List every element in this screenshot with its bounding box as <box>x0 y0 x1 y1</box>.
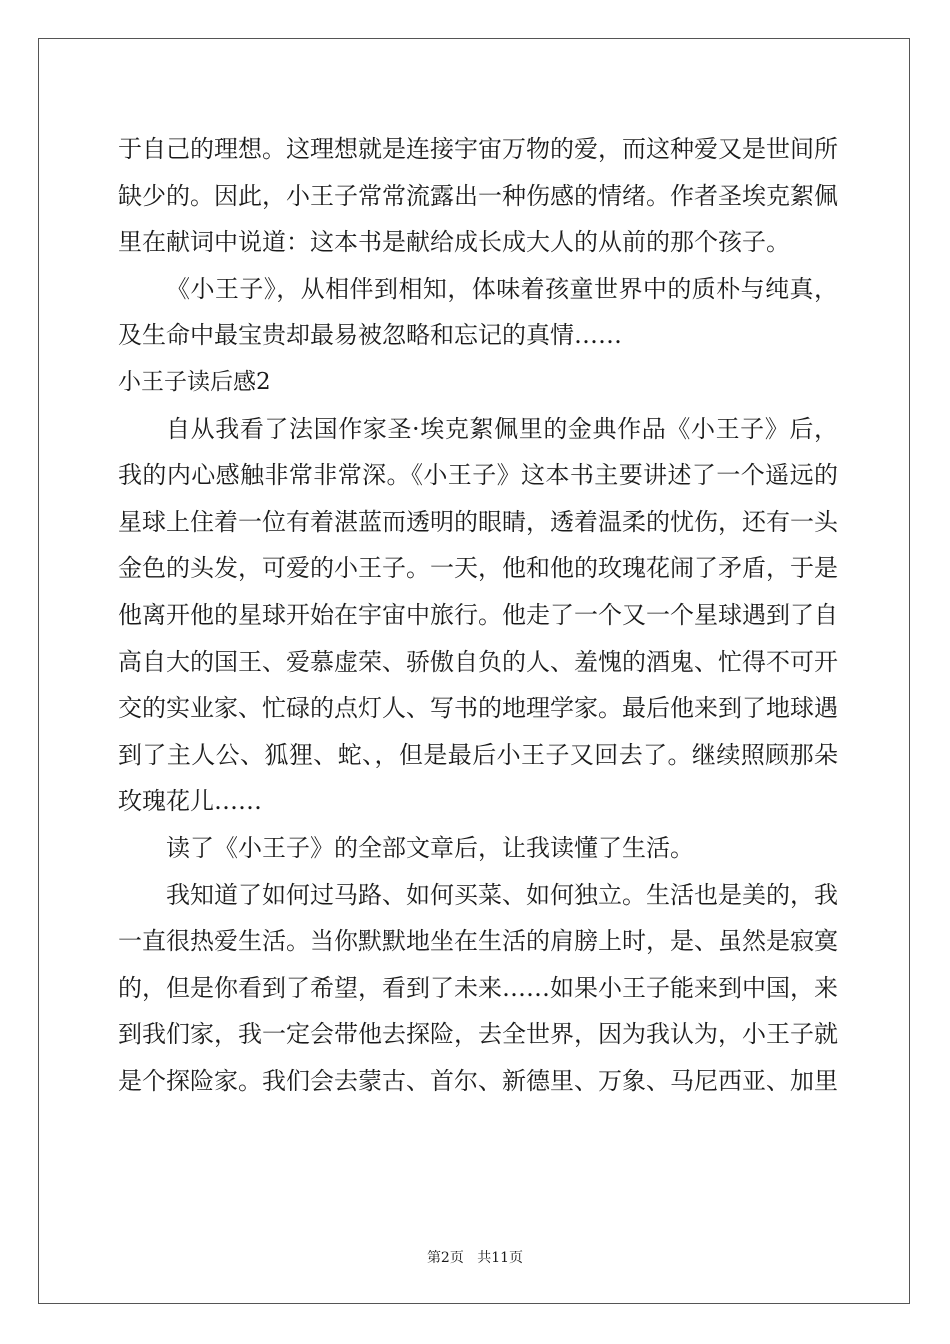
text-line: 金色的头发，可爱的小王子。一天，他和他的玫瑰花闹了矛盾，于是 <box>118 554 838 583</box>
text-line: 里在献词中说道：这本书是献给成长成大人的从前的那个孩子。 <box>118 228 790 257</box>
page-footer <box>0 1247 950 1267</box>
page-number: 第2页 <box>426 1250 464 1266</box>
text-line: 的，但是你看到了希望，看到了未来……如果小王子能来到中国，来 <box>118 973 838 1002</box>
text-line: 我的内心感触非常非常深。《小王子》这本书主要讲述了一个遥远的 <box>118 461 838 490</box>
page-total: 共11页 <box>477 1250 524 1266</box>
text-line: 《小王子》，从相伴到相知，体味着孩童世界中的质朴与纯真， <box>166 274 838 303</box>
section-heading: 小王子读后感2 <box>118 368 271 395</box>
text-line: 于自己的理想。这理想就是连接宇宙万物的爱，而这种爱又是世间所 <box>118 135 838 163</box>
document-body <box>118 126 838 1104</box>
text-line: 及生命中最宝贵却最易被忽略和忘记的真情…… <box>118 321 622 350</box>
text-line: 一直很热爱生活。当你默默地坐在生活的肩膀上时，是、虽然是寂寞 <box>118 927 838 956</box>
text-line: 我知道了如何过马路、如何买菜、如何独立。生活也是美的，我 <box>166 880 838 909</box>
text-line: 到了主人公、狐狸、蛇、，但是最后小王子又回去了。继续照顾那朵 <box>118 740 838 769</box>
text-line: 是个探险家。我们会去蒙古、首尔、新德里、万象、马尼西亚、加里 <box>118 1066 838 1095</box>
text-line: 交的实业家、忙碌的点灯人、写书的地理学家。最后他来到了地球遇 <box>118 694 838 723</box>
text-line: 读了《小王子》的全部文章后，让我读懂了生活。 <box>166 833 694 862</box>
text-line: 自从我看了法国作家圣·埃克絮佩里的金典作品《小王子》后， <box>166 414 838 443</box>
text-line: 缺少的。因此，小王子常常流露出一种伤感的情绪。作者圣埃克絮佩 <box>118 181 838 210</box>
text-line: 玫瑰花儿…… <box>118 787 262 816</box>
text-line: 他离开他的星球开始在宇宙中旅行。他走了一个又一个星球遇到了自 <box>118 600 838 629</box>
text-line: 星球上住着一位有着湛蓝而透明的眼睛，透着温柔的忧伤，还有一头 <box>118 507 838 536</box>
text-line: 高自大的国王、爱慕虚荣、骄傲自负的人、羞愧的酒鬼、忙得不可开 <box>118 647 838 676</box>
text-line: 到我们家，我一定会带他去探险，去全世界，因为我认为，小王子就 <box>118 1020 838 1049</box>
